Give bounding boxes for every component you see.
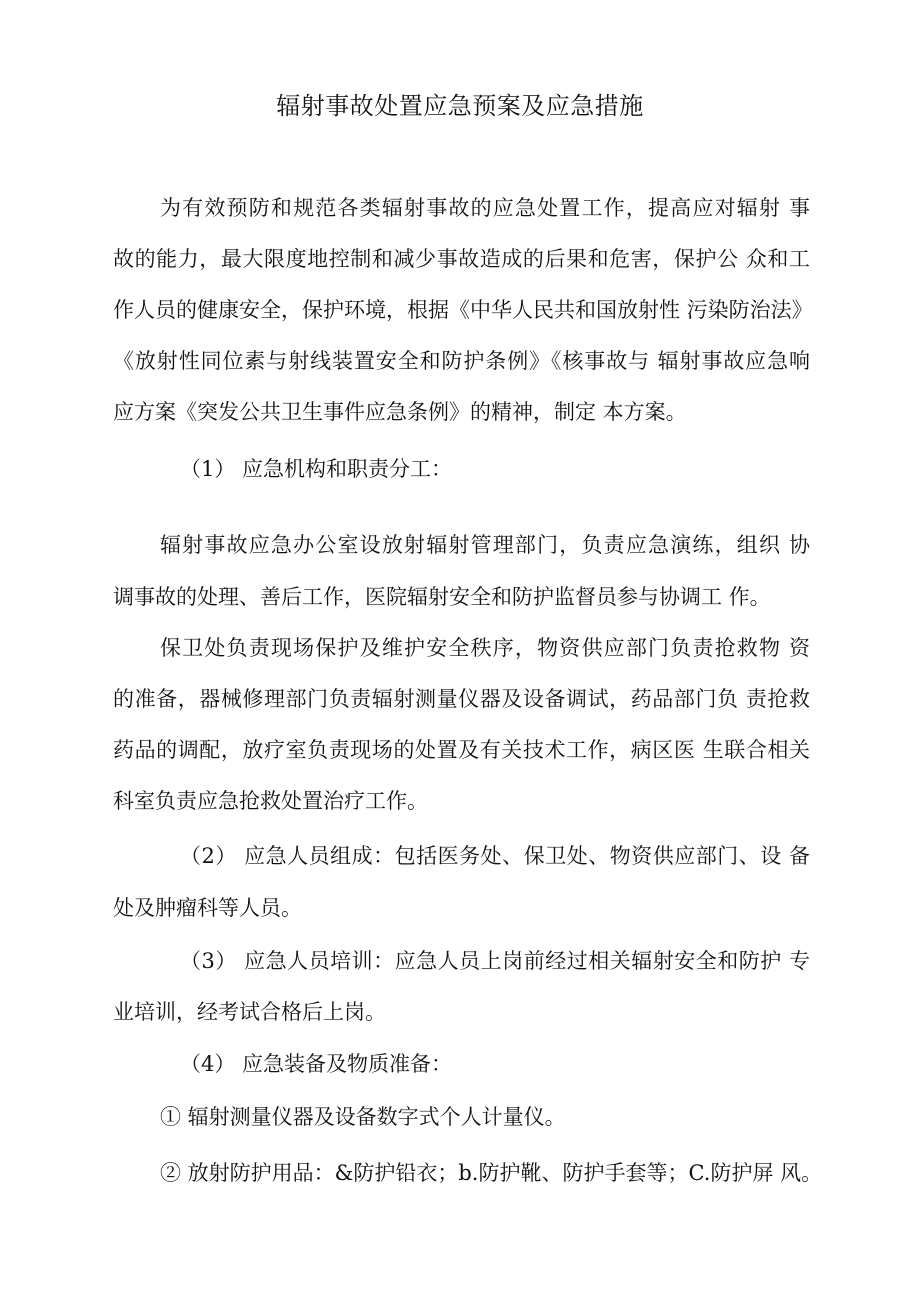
- paragraph-line: 科室负责应急抢救处置治疗工作。: [113, 789, 428, 813]
- paragraph-line: 业培训，经考试合格后上岗。: [113, 1000, 386, 1024]
- section-heading: （4） 应急装备及物质准备：: [180, 1052, 453, 1076]
- list-item: ② 放射防护用品：&防护铅衣；b.防护靴、防护手套等；C.防护屏 风。: [160, 1161, 823, 1185]
- paragraph-line: 调事故的处理、善后工作，医院辐射安全和防护监督员参与协调工 作。: [113, 585, 771, 609]
- paragraph-line: 应方案《突发公共卫生事件应急条例》的精神，制定 本方案。: [113, 400, 687, 424]
- paragraph-line: 药品的调配，放疗室负责现场的处置及有关技术工作，病区医 生联合相关: [113, 738, 810, 762]
- document-title: 辐射事故处置应急预案及应急措施: [276, 92, 644, 120]
- paragraph-line: 故的能力，最大限度地控制和减少事故造成的后果和危害，保护公 众和工: [113, 247, 810, 271]
- section-heading: （2） 应急人员组成：包括医务处、保卫处、物资供应部门、设 备: [180, 844, 810, 868]
- section-heading: （3） 应急人员培训：应急人员上岗前经过相关辐射安全和防护 专: [180, 949, 810, 973]
- paragraph-line: 《放射性同位素与射线装置安全和防护条例》《核事故与 辐射事故应急响: [113, 349, 810, 373]
- paragraph-line: 为有效预防和规范各类辐射事故的应急处置工作，提高应对辐射 事: [160, 196, 810, 220]
- paragraph-line: 辐射事故应急办公室设放射辐射管理部门，负责应急演练，组织 协: [160, 533, 810, 557]
- list-item: ① 辐射测量仪器及设备数字式个人计量仪。: [160, 1105, 566, 1129]
- paragraph-line: 处及肿瘤科等人员。: [113, 896, 302, 920]
- paragraph-line: 作人员的健康安全，保护环境，根据《中华人民共和国放射性 污染防治法》: [113, 298, 813, 322]
- section-heading: （1） 应急机构和职责分工：: [180, 457, 453, 481]
- paragraph-line: 保卫处负责现场保护及维护安全秩序，物资供应部门负责抢救物 资: [160, 636, 810, 660]
- paragraph-line: 的准备，器械修理部门负责辐射测量仪器及设备调试，药品部门负 责抢救: [113, 687, 810, 711]
